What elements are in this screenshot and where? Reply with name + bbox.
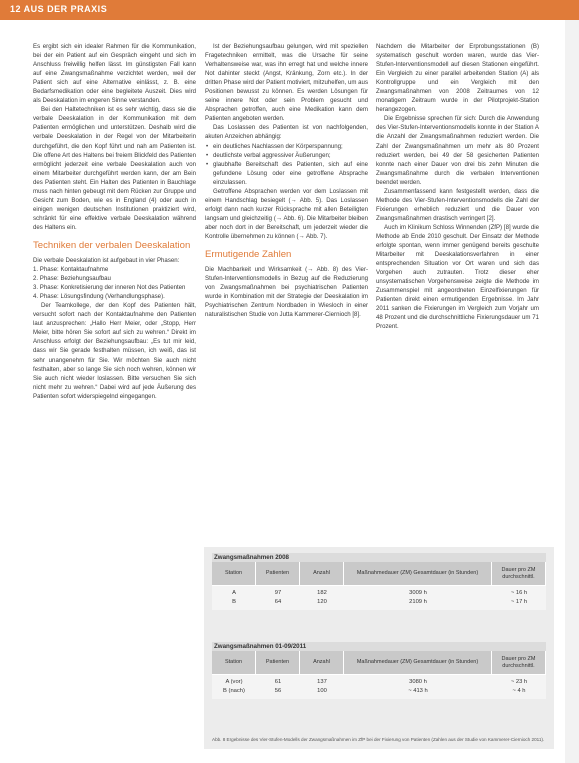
table-body (212, 586, 546, 610)
table-cell: ~ 4 h (512, 688, 526, 694)
text-column-1 (33, 42, 196, 401)
column-header: Station (212, 562, 256, 585)
page-margin-strip (565, 20, 579, 763)
table-cell: 2109 h (409, 599, 427, 605)
table-cell: 61 (274, 679, 282, 685)
list-item: • ein deutliches Nachlassen der Körperspannung; (205, 142, 368, 151)
table-cell: B (nach) (223, 688, 245, 694)
column-header: Anzahl (300, 651, 344, 674)
paragraph: Getroffene Absprachen werden vor dem Loslassen mit einem Handschlag besiegelt (→ Abb. 5). Das Loslassen erfolgt dann nach kurzer Rücksprache mit allen Beteiligten langsam und gleichzeitig (→ Abb. 6). Die Mitarbeiter bleiben aber noch dort in der Bereitschaft, um jederzeit wieder die Kontrolle übernehmen zu können (→ Abb. 7). (205, 187, 368, 240)
paragraph: Auch im Klinikum Schloss Winnenden (ZfP) [8] wurde die Methode ab Ende 2010 geschult. Der Einsatz der Methode erfolgte spontan, wenn immer genügend bereits geschulte Mitarbeiter mit Deeskalationsverfahren in einer entsprechenden Situation vor Ort waren und sich das Vorgehen auch zutrauten. Trotz dieser eher unsystematischen Vorgehensweise zeigte die Methode im Zusammenspiel mit angeordneten Einzelfixierungen für Patienten direkt einen ermutigenden Ergebnisse. Im Jahr 2011 sanken die Fixierungen im Vergleich zum Vorjahr um 48 Prozent und die durchschnittliche Fixierungsdauer um 71 Prozent. (376, 223, 539, 331)
paragraph: Bei den Haltetechniken ist es sehr wichtig, dass sie die verbale Deeskalation in der Kommunikation mit dem Patienten ermöglichen und unterstützen. Deshalb wird die verbale Deeskalation in der Regel von der Mitarbeiterin durchgeführt, die den Kopf führt und nah am Patienten ist. Die offene Art des Haltens bei freiem Blickfeld des Patienten ermöglicht jederzeit eine verbale Deeskalation auch von einem Mitarbeiter durchgeführt werden kann, der am Bein des Patienten steht. Ein Halten des Patienten in Bauchlage muss nach hinten gebeugt mit dem Rücken zur Gruppe und Gesicht zum Boden, wie es in England (4) oder auch in einigen wenigen deutschen Institutionen praktiziert wird, schränkt für eine effektive verbale Deeskalation während des Haltens ein. (33, 106, 196, 231)
table-cell: 97 (274, 590, 282, 596)
table-cell: 137 (317, 679, 327, 685)
list-item: • deutlichste verbal aggressiver Äußerungen; (205, 151, 368, 160)
paragraph: Nachdem die Mitarbeiter der Erprobungsstationen (B) systematisch geschult worden waren, wurde das Vier-Stufen-Interventionsmodell auf diesen Stationen eingeführt. Ein Vergleich zu einer parallel arbeitenden Station (A) als Kontrollgruppe und ein Vergleich mit den Zwangsmaßnahmen von 2008 Zeitraumes von 12 monatigem Zeitraum wurde in der Pilotprojekt-Station herangezogen. (376, 43, 539, 114)
table-cell: A (vor) (225, 679, 243, 685)
table-row (212, 598, 546, 607)
paragraph: Die verbale Deeskalation ist aufgebaut in vier Phasen: (33, 256, 180, 264)
table-section-2008 (212, 553, 546, 610)
text-column-3 (376, 42, 539, 332)
phase-item: 1. Phase: Kontaktaufnahme (33, 266, 109, 274)
table-cell: ~ 23 h (510, 679, 528, 685)
table-cell: ~ 16 h (510, 590, 528, 596)
paragraph: Die Machbarkeit und Wirksamkeit (→ Abb. 8) des Vier-Stufen-Interventionsmodells in Bezug auf die Reduzierung von Zwangsmaßnahmen bei psychiatrischen Patienten wurde in Kombination mit der Strategie der Deeskalation im Psychiatrischen Zentrum Nordbaden in Wiesloch in einer naturalistischen Studie von Jutta Kammerer-Ciernioch [8]. (205, 266, 368, 319)
table-header-row (212, 651, 546, 675)
table-row (212, 687, 546, 696)
table-row (212, 678, 546, 687)
table-section-title: Zwangsmaßnahmen 2008 (212, 553, 546, 562)
phase-item: 2. Phase: Beziehungsaufbau (33, 275, 111, 283)
figure-caption: Abb. 8 Ergebnisse des Vier-Stufen-Modells der Zwangsmaßnahmen im ZfP bei der Fixierung von Patienten (Zahlen aus der Studie von Kammerer-Ciernioch 2011). (212, 737, 545, 742)
column-header: Maßnahmedauer (ZM) Gesamtdauer (in Stunden) (344, 562, 492, 585)
table-cell: ~ 413 h (408, 688, 428, 694)
table-cell: 3080 h (409, 679, 427, 685)
section-header-bar (0, 0, 579, 20)
column-header: Dauer pro ZM durchschnittl. (492, 562, 546, 585)
table-cell: 64 (274, 599, 282, 605)
paragraph: Ist der Beziehungsaufbau gelungen, wird mit speziellen Fragetechniken ermittelt, was die Ursache für seine Verhaltensweise war, was ihn erregt hat und welche innere Not dahinter steckt (Angst, Kränkung, Zorn etc.). In der dritten Phase wird der Patient motiviert, mitzuhelfen, um aus Positionen bewusst zu können. Es werden Lösungen für seine innere Not oder sein Problem gesucht und Absprachen getroffen, auch eine Medikation kann dem Patienten angeboten werden. (205, 43, 368, 123)
section-heading: Techniken der verbalen Deeskalation (33, 239, 191, 251)
column-header: Patienten (256, 562, 300, 585)
table-row (212, 589, 546, 598)
table-cell: A (232, 590, 236, 596)
paragraph: Der Teamkollege, der den Kopf des Patienten hält, versucht sofort nach der Kontaktaufnahme den Patienten laut anzusprechen: „Hallo Herr Meier, oder „Stopp, Herr Meier, bitte hören Sie sofort auf sich zu wehren.“ Direkt im Anschluss erfolgt der Beziehungsaufbau: „Es tut mir leid, dass wir Sie gerade festhalten müssen, ich weiß, das ist sehr unangenehm für Sie. Wir möchten Sie auch nicht festhalten, aber so lange Sie sich noch wehren, können wir Sie auch nicht wieder loslassen. Bitte versuchen Sie sich nicht mehr zu wehren.“ Dabei wird auf jede Äußerung des Patienten sofort widerspiegelnd eingegangen. (33, 302, 196, 400)
table-cell: 120 (317, 599, 327, 605)
paragraph: Die Ergebnisse sprechen für sich: Durch die Anwendung des Vier-Stufen-Interventionsmodells konnte in der Station A die Anzahl der Zwangsmaßnahmen reduziert werden. Die Zahl der Zwangsmaßnahmen um mehr als 80 Prozent reduziert werden, bei 49 der 58 gesicherten Patienten konnte nach einer Dauer von drei bis zehn Minuten die Zwangsmaßnahme durch die verbalen Interventionen beendet werden. (376, 115, 539, 186)
table-section-2011 (212, 642, 546, 699)
column-header: Station (212, 651, 256, 674)
table-cell: B (232, 599, 236, 605)
table-cell: 100 (317, 688, 327, 694)
paragraph: Zusammenfassend kann festgestellt werden, dass die Methode des Vier-Stufen-Interventionsmodells die Zahl der Fixierungen erheblich reduziert und die Dauer von Zwangsmaßnahmen drastisch verringert [2]. (376, 187, 539, 222)
table-section-title: Zwangsmaßnahmen 01-09/2011 (212, 642, 546, 651)
paragraph: Das Loslassen des Patienten ist von nachfolgenden, akuten Anzeichen abhängig: (205, 124, 368, 141)
text-column-2 (205, 42, 368, 319)
table-header-row (212, 562, 546, 586)
phase-item: 4. Phase: Lösungsfindung (Verhandlungsphase). (33, 293, 165, 301)
table-cell: 182 (317, 590, 327, 596)
results-table-figure (204, 547, 554, 749)
phase-list (33, 265, 196, 301)
column-header: Maßnahmedauer (ZM) Gesamtdauer (in Stunden) (344, 651, 492, 674)
table-body (212, 675, 546, 699)
table-cell: 3009 h (409, 590, 427, 596)
phase-item: 3. Phase: Konkretisierung der inneren Not des Patienten (33, 284, 186, 292)
section-heading: Ermutigende Zahlen (205, 249, 292, 261)
column-header: Dauer pro ZM durchschnittl. (492, 651, 546, 674)
column-header: Anzahl (300, 562, 344, 585)
column-header: Patienten (256, 651, 300, 674)
list-item: • glaubhafte Bereitschaft des Patienten, sich auf eine gefundene Lösung oder eine getroffene Absprache einzulassen. (205, 160, 368, 187)
paragraph: Es ergibt sich ein idealer Rahmen für die Kommunikation, bei der ein Patient auf ein Gespräch eingeht und sich im Anschluss freiwillig helfen lässt. Im günstigsten Fall kann auf eine Zwangsmaßnahme verzichtet werden, weil der Patient sich auf eine Alternative einlässt, z. B. eine Bedarfsmedikation oder eine begleitete Auszeit. Dies wird als Deeskalation im engeren Sinne verstanden. (33, 43, 196, 105)
section-kicker: 12 AUS DER PRAXIS (10, 4, 108, 14)
table-cell: 56 (274, 688, 282, 694)
table-cell: ~ 17 h (510, 599, 528, 605)
criteria-list (205, 142, 368, 187)
